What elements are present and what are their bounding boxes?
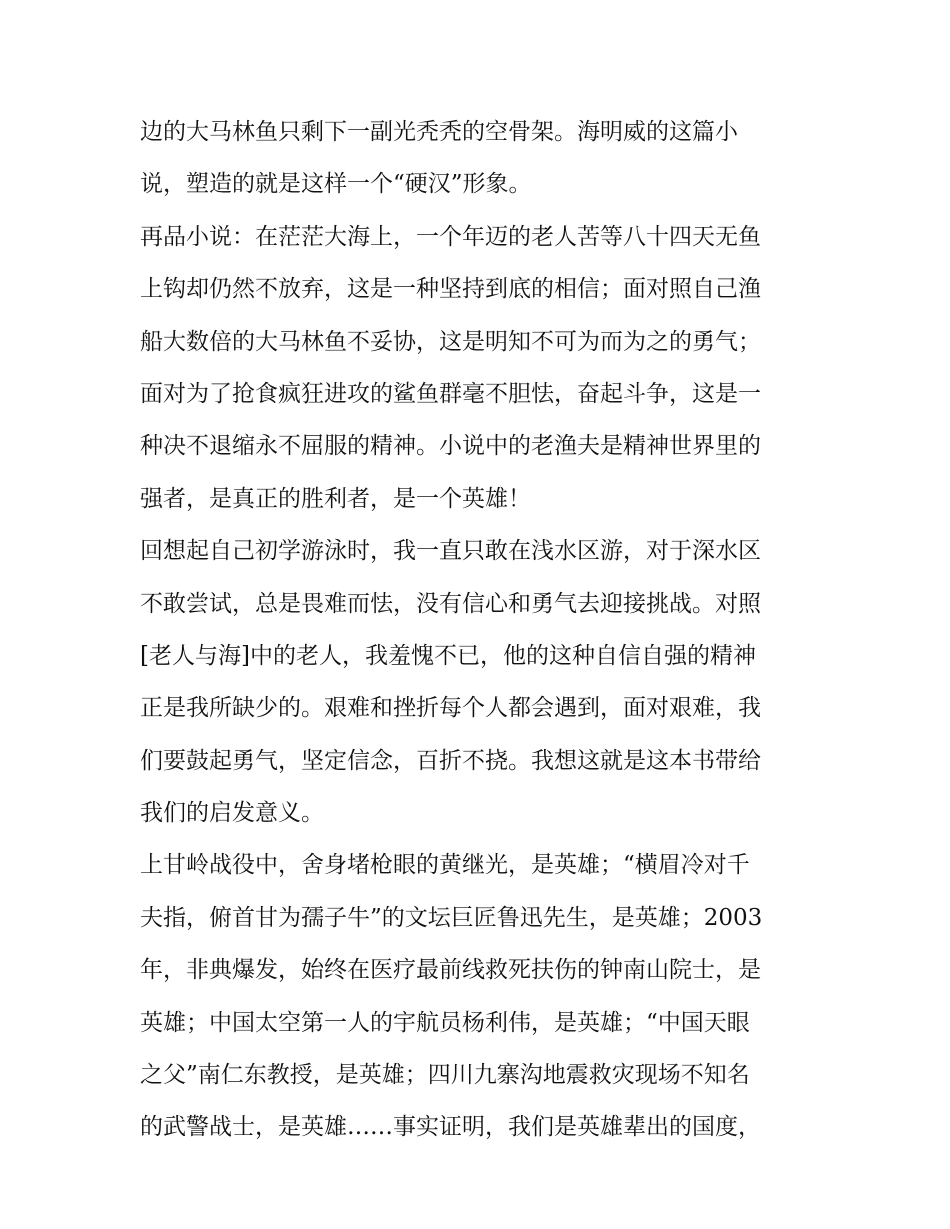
text-line: 我们的启发意义。: [140, 800, 324, 827]
text-line: 说，塑造的就是这样一个“硬汉”形象。: [140, 171, 532, 198]
text-line: 不敢尝试，总是畏难而怯，没有信心和勇气去迎接挑战。对照: [140, 590, 761, 617]
body-text: [140, 106, 820, 1154]
text-line: 的武警战士，是英雄……事实证明，我们是英雄辈出的国度，: [140, 1114, 761, 1141]
text-line: 正是我所缺少的。艰难和挫折每个人都会遇到，面对艰难，我: [140, 695, 761, 722]
text-line: [老人与海]中的老人，我羞愧不已，他的这种自信自强的精神: [140, 642, 756, 669]
text-line: 再品小说：在茫茫大海上，一个年迈的老人苦等八十四天无鱼: [140, 223, 761, 250]
text-line: 强者，是真正的胜利者，是一个英雄！: [140, 485, 531, 512]
text-line: 夫指，俯首甘为孺子牛”的文坛巨匠鲁迅先生，是英雄；2003: [140, 904, 763, 931]
text-line: 边的大马林鱼只剩下一副光秃秃的空骨架。海明威的这篇小: [140, 119, 738, 145]
text-line: 年，非典爆发，始终在医疗最前线救死扶伤的钟南山院士，是: [140, 957, 761, 984]
text-line: 们要鼓起勇气，坚定信念，百折不挠。我想这就是这本书带给: [140, 747, 761, 774]
text-line: 面对为了抢食疯狂进攻的鲨鱼群毫不胆怯，奋起斗争，这是一: [140, 380, 761, 407]
text-line: 上甘岭战役中，舍身堵枪眼的黄继光，是英雄；“横眉冷对千: [140, 852, 750, 879]
text-line: 上钩却仍然不放弃，这是一种坚持到底的相信；面对照自己渔: [140, 276, 761, 303]
text-line: 回想起自己初学游泳时，我一直只敢在浅水区游，对于深水区: [140, 538, 761, 565]
text-line: 英雄；中国太空第一人的宇航员杨利伟，是英雄；“中国天眼: [140, 1009, 750, 1036]
text-line: 种决不退缩永不屈服的精神。小说中的老渔夫是精神世界里的: [140, 433, 761, 460]
text-line: 船大数倍的大马林鱼不妥协，这是明知不可为而为之的勇气；: [140, 328, 761, 355]
text-line: 之父”南仁东教授，是英雄；四川九寨沟地震救灾现场不知名: [140, 1062, 750, 1089]
